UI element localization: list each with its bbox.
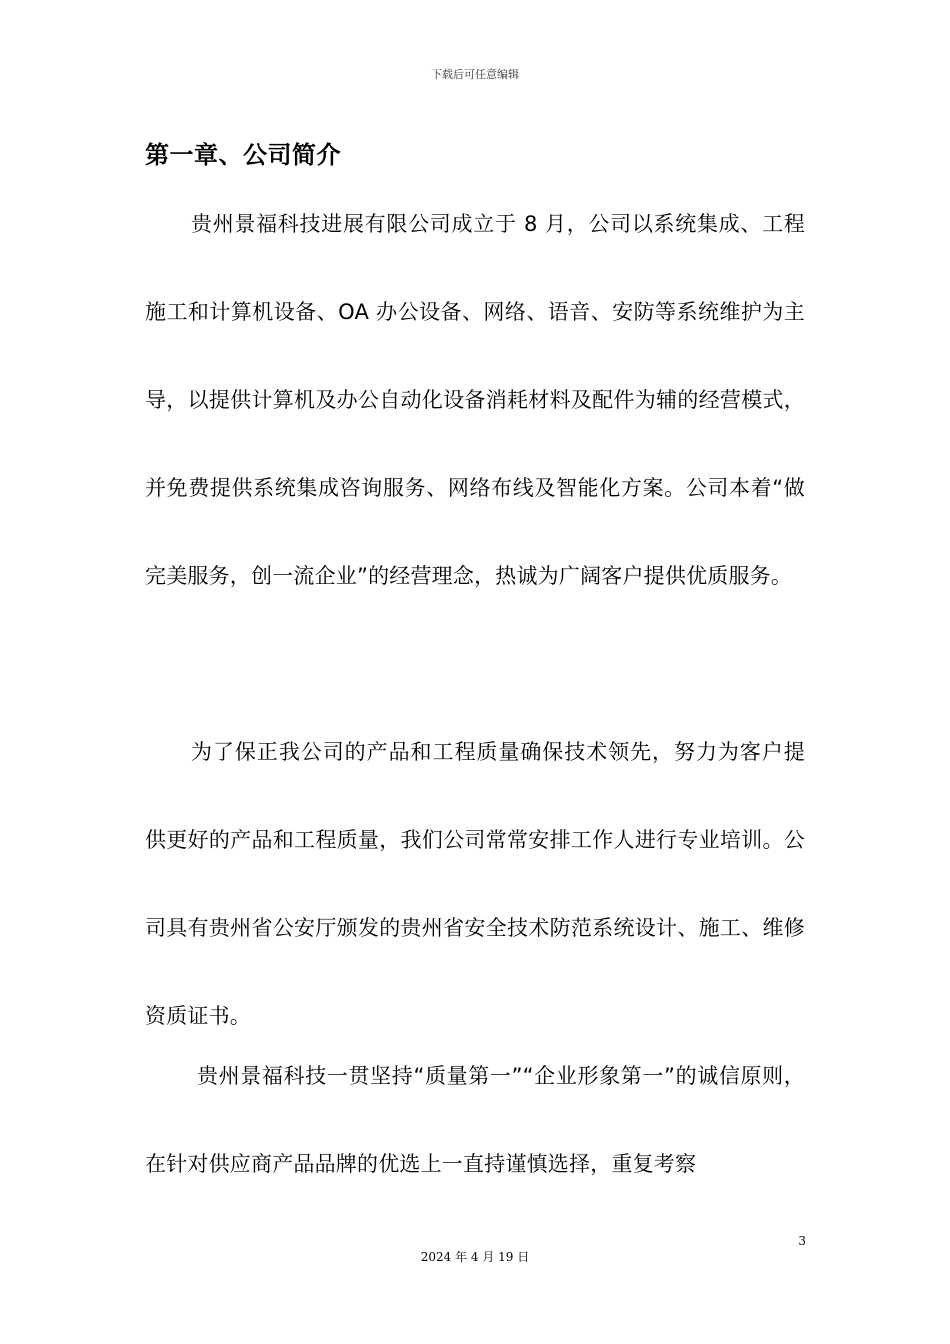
page-number: 3 bbox=[798, 1234, 806, 1248]
body-paragraph-integrity: 贵州景福科技一贯坚持“质量第一”“企业形象第一”的诚信原则，在针对供应商产品品牌的优选上一直持谨慎选择，重复考察 bbox=[145, 1064, 805, 1176]
body-paragraph-intro: 贵州景福科技进展有限公司成立于 8 月，公司以系统集成、工程施工和计算机设备、OA 办公设备、网络、语音、安防等系统维护为主导，以提供计算机及办公自动化设备消耗材料及配件为辅的经营模式，并免费提供系统集成咨询服务、网络布线及智能化方案。公司本着“做完美服务，创一流企业”的经营理念，热诚为广阔客户提供优质服务。 bbox=[145, 212, 805, 588]
body-paragraph-intro-block bbox=[145, 180, 805, 620]
body-paragraph-quality-block bbox=[145, 708, 805, 1060]
page-header-note: 下载后可任意编辑 bbox=[431, 68, 519, 81]
body-paragraph-quality: 为了保正我公司的产品和工程质量确保技术领先，努力为客户提供更好的产品和工程质量，我们公司常常安排工作人进行专业培训。公司具有贵州省公安厅颁发的贵州省安全技术防范系统设计、施工、维修资质证书。 bbox=[145, 740, 805, 1028]
page-date: 2024 年 4 月 19 日 bbox=[420, 1250, 530, 1264]
body-paragraph-integrity-block bbox=[145, 1032, 805, 1208]
chapter-title: 第一章、公司简介 bbox=[145, 141, 341, 169]
